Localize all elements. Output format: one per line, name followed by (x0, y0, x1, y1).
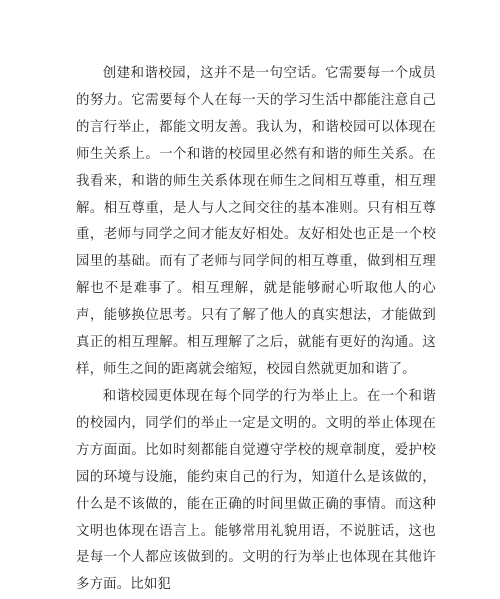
paragraph-1: 创建和谐校园，这并不是一句空话。它需要每一个成员的努力。它需要每个人在每一天的学习生活中都能注意自己的言行举止，都能文明友善。我认为，和谐校园可以体现在师生关系上。一个和谐的校园里必然有和谐的师生关系。在我看来，和谐的师生关系体现在师生之间相互尊重，相互理解。相互尊重，是人与人之间交往的基本准则。只有相互尊重，老师与同学之间才能友好相处。友好相处也正是一个校园里的基础。而有了老师与同学间的相互尊重，做到相互理解也不是难事了。相互理解，就是能够耐心听取他人的心声，能够换位思考。只有了解了他人的真实想法，才能做到真正的相互理解。相互理解了之后，就能有更好的沟通。这样，师生之间的距离就会缩短，校园自然就更加和谐了。 (76, 66, 436, 377)
paragraph-2: 和谐校园更体现在每个同学的行为举止上。在一个和谐的校园内，同学们的举止一定是文明的。文明的举止体现在方方面面。比如时刻都能自觉遵守学校的规章制度，爱护校园的环境与设施，能约束自己的行为，知道什么是该做的，什么是不该做的，能在正确的时间里做正确的事情。而这种文明也体现在语言上。能够常用礼貌用语，不说脏话，这也是每一个人都应该做到的。文明的行为举止也体现在其他许多方面。比如犯 (76, 389, 436, 593)
